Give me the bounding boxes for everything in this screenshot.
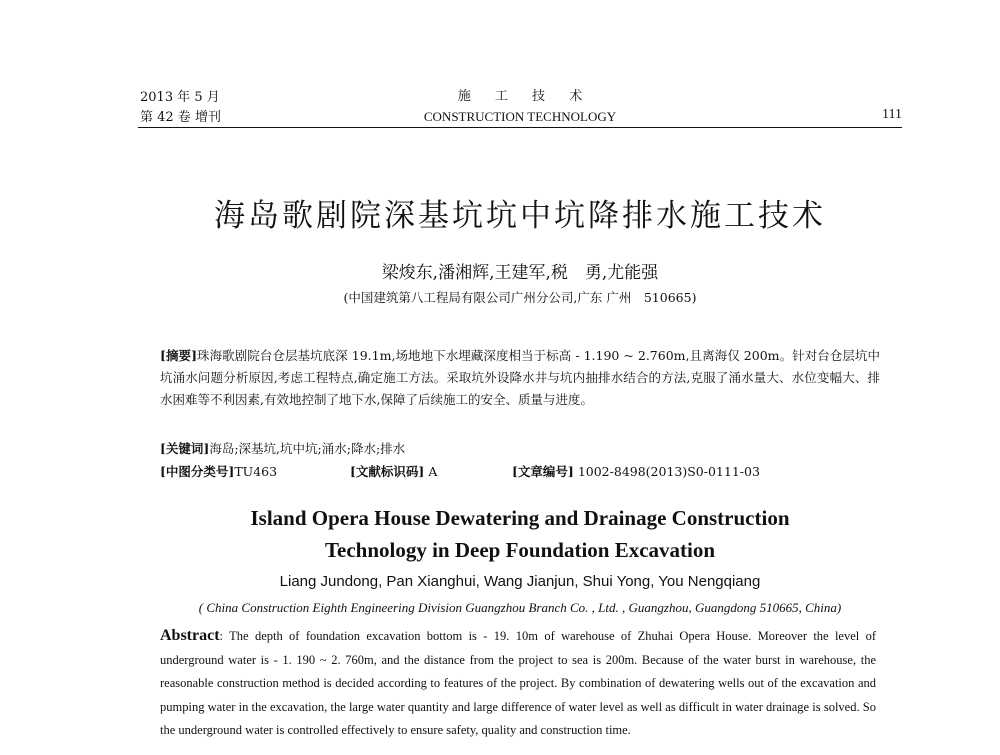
abstract-en: Abstract: The depth of foundation excavation bottom is - 19. 10m of warehouse of Zhuhai Opera House. Moreover the level of underground water is - 1. 190 ~ 2. 760m, and the distance from the project to sea is 200m. Because of the water burst in warehouse, the reasonable construction method is decided according to features of the project. By combination of dewatering wells out of the excavation and pumping water in the excavation, the large water quantity and large difference of water level as well as difficult in water drainage is solved. So the underground water is controlled effectively to ensure safety, quality and construction time. [160, 627, 876, 737]
affiliation-en: ( China Construction Eighth Engineering Division Guangzhou Branch Co. , Ltd. , Guangzhou, Guangdong 510665, China) [198, 600, 842, 615]
keywords-cn-label: [关键词] [160, 441, 210, 456]
page-number: 111 [882, 107, 902, 122]
abstract-cn [160, 345, 880, 411]
issue-volume: 第 42 卷 增刊 [140, 110, 221, 125]
paper-title-en-line1: Island Opera House Dewatering and Drainage Construction [250, 506, 790, 530]
keywords-cn-text: 海岛;深基坑,坑中坑;涌水;降水;排水 [209, 441, 406, 456]
paper-title-cn: 海岛歌剧院深基坑坑中坑降排水施工技术 [214, 198, 826, 234]
paper-title-en [0, 502, 1000, 566]
paper-title-en-line2: Technology in Deep Foundation Excavation [324, 538, 716, 562]
header-rule [138, 127, 902, 128]
article-no-label: [文章编号] [512, 464, 574, 479]
abstract-en-label: Abstract [160, 627, 220, 644]
issue-date: 2013 年 5 月 [140, 90, 220, 105]
article-no-value: 1002-8498(2013)S0-0111-03 [577, 464, 760, 479]
classification-line [160, 461, 920, 483]
abstract-cn-label: [摘要] [160, 348, 197, 363]
journal-name-cn: 施 工 技 术 [457, 89, 593, 104]
clc-value: TU463 [234, 464, 278, 479]
abstract-en-text: The depth of foundation excavation bottom is - 19. 10m of warehouse of Zhuhai Opera House. Moreover the level of underground water is - 1. 190 ~ 2. 760m, and the distance from the project to sea is 200m. Because of the water burst in warehouse, the reasonable construction method is decided according to features of the project. By combination of dewatering wells out of the excavation and pumping water in the excavation, the large water quantity and large difference of water level as well as difficult in water drainage is solved. So the underground water is controlled effectively to ensure safety, quality and construction time. [160, 629, 876, 737]
journal-issue-info [140, 88, 221, 128]
doc-code-label: [文献标识码] [350, 464, 425, 479]
doc-code-value: A [428, 464, 438, 479]
clc-label: [中图分类号] [160, 464, 235, 479]
keywords-cn [160, 438, 880, 460]
authors-en: Liang Jundong, Pan Xianghui, Wang Jianjun, Shui Yong, You Nengqiang [279, 573, 761, 590]
authors-cn: 梁焌东,潘湘辉,王建军,税 勇,尤能强 [381, 263, 659, 283]
journal-name [400, 87, 640, 127]
journal-name-en: CONSTRUCTION TECHNOLOGY [423, 109, 617, 124]
affiliation-cn: (中国建筑第八工程局有限公司广州分公司,广东 广州 510665) [343, 290, 697, 305]
abstract-cn-text: 珠海歌剧院台仓层基坑底深 19.1m,场地地下水埋藏深度相当于标高 - 1.190 ~ 2.760m,且离海仅 200m。针对台仓层坑中坑涌水问题分析原因,考虑工程特点,确定施工方法。采取坑外设降水井与坑内抽排水结合的方法,克服了涌水量大、水位变幅大、排水困难等不利因素,有效地控制了地下水,保障了后续施工的安全、质量与进度。 [160, 348, 880, 407]
